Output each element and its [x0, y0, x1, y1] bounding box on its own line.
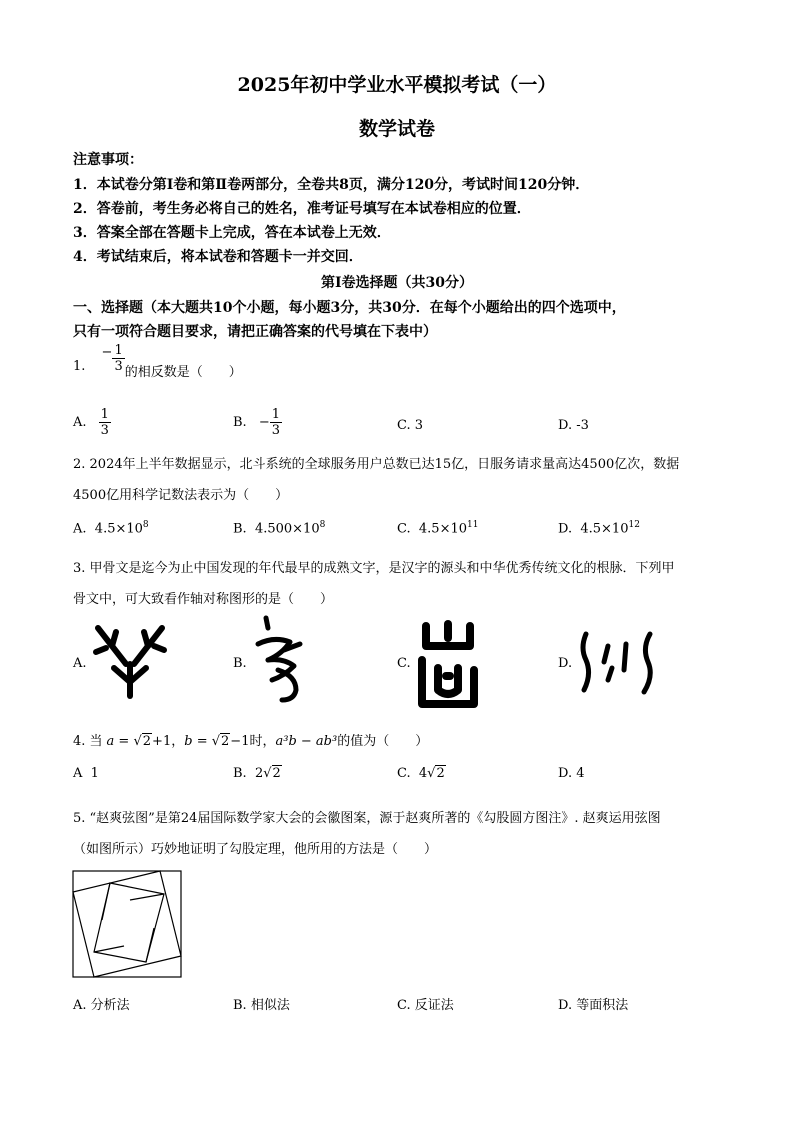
q5-option-c: C. 反证法	[397, 998, 454, 1013]
question-1	[73, 343, 242, 381]
question-5-line2: （如图所示）巧妙地证明了勾股定理，他所用的方法是（ ）	[73, 842, 438, 857]
question-3-line2: 骨文中，可大致看作轴对称图形的是（ ）	[73, 592, 334, 607]
q1-option-a: A. $\frac{1}{3}$	[73, 407, 109, 438]
question-4: 4. 当 a = √2+1，b = √2−1时，a³b − ab³的值为（ ）	[73, 734, 429, 749]
notice-item-3: 3．答案全部在答题卡上完成，答在本试卷上无效．	[73, 225, 391, 241]
q4-option-d: D. 4	[558, 766, 585, 781]
q2-option-d: D. $4.5\times 10^{12}$	[558, 520, 640, 537]
q2-option-a: A. $4.5\times 10^8$	[73, 520, 149, 537]
q2-option-c: C. $4.5\times 10^{11}$	[397, 520, 479, 537]
question-5-line1: 5. “赵爽弦图”是第24届国际数学家大会的会徽图案，源于赵爽所著的《勾股圆方图注》. 赵爽运用弦图	[73, 811, 661, 826]
q4-option-a: A 1	[73, 766, 99, 781]
q3-option-b-label: B.	[233, 656, 247, 671]
oracle-glyph-a	[92, 620, 168, 700]
question-2-line2: 4500亿用科学记数法表示为（ ）	[73, 488, 289, 503]
q1-minus: −	[101, 345, 113, 360]
q1-number: 1.	[73, 359, 86, 374]
notice-heading: 注意事项：	[73, 152, 143, 168]
q1-text: 的相反数是（ ）	[124, 365, 242, 380]
q5-option-b: B. 相似法	[233, 998, 290, 1013]
section-instructions-line1: 一、选择题（本大题共10个小题，每小题3分，共30分．在每个小题给出的四个选项中，	[73, 300, 626, 316]
part-heading: 第Ⅰ卷选择题（共30分）	[320, 275, 474, 291]
question-3-line1: 3. 甲骨文是迄今为止中国发现的年代最早的成熟文字，是汉字的源头和中华优秀传统文化的根脉．下列甲	[73, 561, 675, 576]
page-subtitle: 数学试卷	[358, 118, 435, 140]
q1-option-b: B. − $\frac{1}{3}$	[233, 407, 281, 438]
notice-item-4: 4．考试结束后，将本试卷和答题卡一并交回．	[73, 249, 363, 265]
zhao-shuang-diagram	[72, 870, 182, 978]
q4-option-c: C. 4√2	[397, 766, 445, 781]
q1-option-d: D. -3	[558, 418, 589, 433]
notice-item-2: 2．答卷前，考生务必将自己的姓名，准考证号填写在本试卷相应的位置．	[73, 201, 531, 217]
oracle-glyph-c	[416, 620, 480, 712]
question-2-line1: 2. 2024年上半年数据显示，北斗系统的全球服务用户总数已达15亿，日服务请求量高达4500亿次，数据	[73, 457, 680, 472]
q5-option-a: A. 分析法	[73, 998, 130, 1013]
q2-option-b: B. $4.500\times 10^8$	[233, 520, 326, 537]
page-title: 2025年初中学业水平模拟考试（一）	[237, 74, 557, 96]
oracle-glyph-b	[254, 614, 308, 706]
oracle-glyph-d	[578, 630, 658, 696]
notice-item-1: 1．本试卷分第Ⅰ卷和第Ⅱ卷两部分，全卷共8页，满分120分，考试时间120分钟．	[73, 177, 590, 193]
q3-option-a-label: A.	[73, 656, 87, 671]
q1-fraction: $\frac{1}{3}$	[114, 343, 123, 374]
q3-option-d-label: D.	[558, 656, 573, 671]
q4-option-b: B. 2√2	[233, 766, 281, 781]
q5-option-d: D. 等面积法	[558, 998, 629, 1013]
q1-option-c: C. 3	[397, 418, 424, 433]
q3-option-c-label: C.	[397, 656, 411, 671]
section-instructions-line2: 只有一项符合题目要求，请把正确答案的代号填在下表中）	[73, 324, 437, 340]
